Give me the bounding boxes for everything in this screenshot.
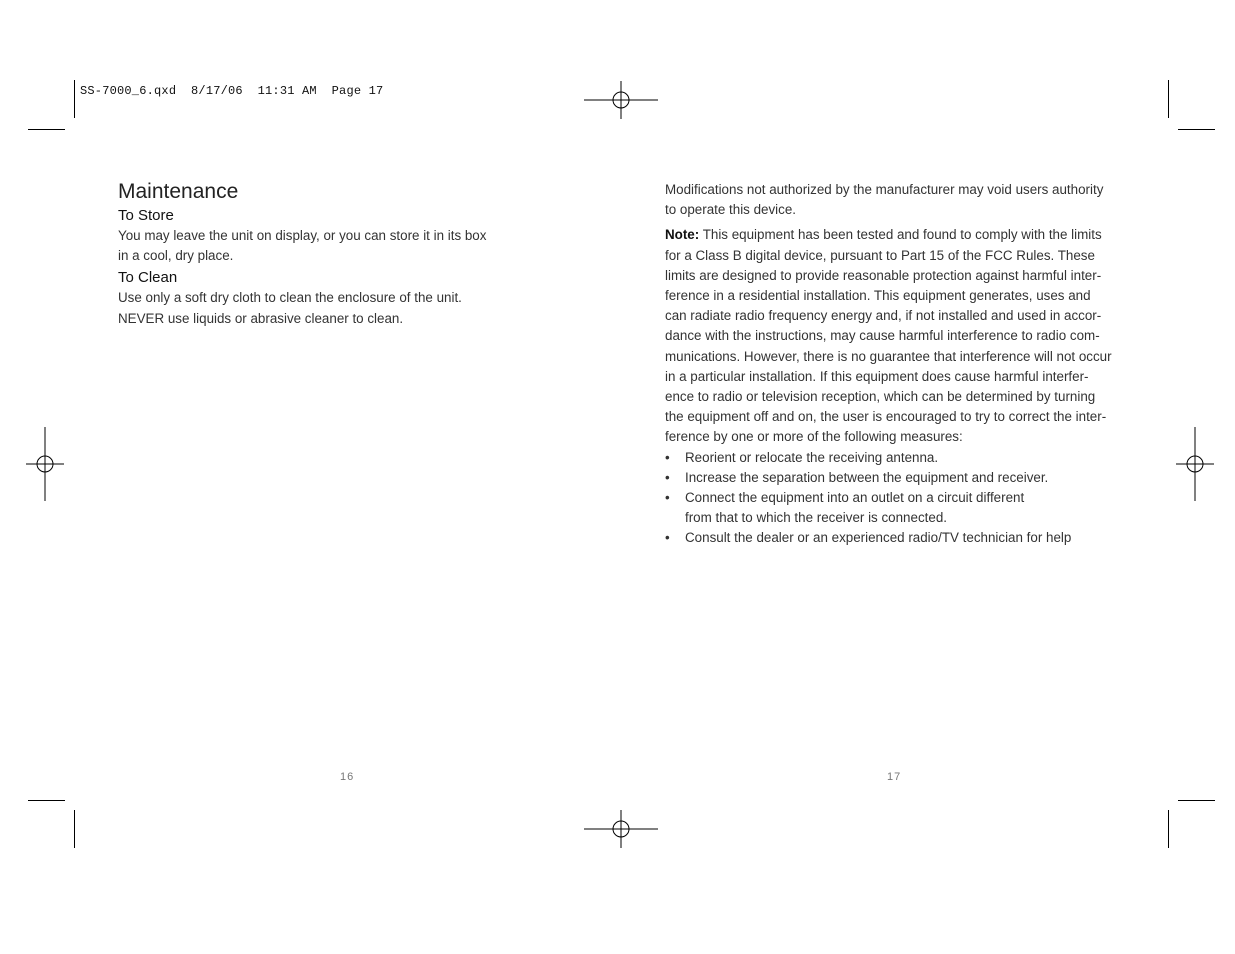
note-line-6: munications. However, there is no guarantee that interference will not occur [665,348,1112,364]
to-store-line-2: in a cool, dry place. [118,248,234,264]
right-page-content [665,180,1135,549]
note-line-1: for a Class B digital device, pursuant to Part 15 of the FCC Rules. These [665,247,1095,263]
to-clean-line-1: Use only a soft dry cloth to clean the enclosure of the unit. [118,290,462,306]
measures-list [665,448,1135,549]
bullet-icon: • [665,469,670,485]
list-item-text: Consult the dealer or an experienced radio/TV technician for help [685,530,1072,546]
note-line-3: ference in a residential installation. This equipment generates, uses and [665,288,1091,304]
note-line-8: ence to radio or television reception, which can be determined by turning [665,389,1096,405]
list-item [665,448,1135,468]
section-heading-to-clean: To Clean [118,269,178,287]
crop-mark-top-left-vertical [74,80,75,118]
note-line-0 [665,225,1135,245]
note-line-5: dance with the instructions, may cause harmful interference to radio com- [665,328,1100,344]
page-title: Maintenance [118,180,239,203]
list-item [665,488,1135,528]
modifications-line-2: to operate this device. [665,202,797,218]
note-line-2: limits are designed to provide reasonable protection against harmful inter- [665,267,1102,283]
modifications-paragraph [665,180,1135,220]
section-heading-to-store: To Store [118,207,174,224]
crop-mark-top-right-vertical [1168,80,1169,118]
fcc-note-paragraph [665,225,1135,447]
list-item [665,528,1135,548]
note-line-9: the equipment off and on, the user is encouraged to try to correct the inter- [665,409,1107,425]
crop-mark-bottom-right-vertical [1168,810,1169,848]
list-item-text: Connect the equipment into an outlet on a circuit different [685,490,1025,506]
note-line-4: can radiate radio frequency energy and, if not installed and used in accor- [665,308,1102,324]
registration-mark-left-icon [26,427,64,501]
registration-mark-right-icon [1176,427,1214,501]
crop-mark-top-left-horizontal [28,129,65,130]
to-store-line-1: You may leave the unit on display, or you can store it in its box [118,228,487,243]
modifications-line-1: Modifications not authorized by the manufacturer may void users authority [665,182,1104,197]
registration-mark-bottom-icon [584,810,658,848]
list-item [665,468,1135,488]
note-label: Note: [665,227,700,243]
file-slug: SS-7000_6.qxd 8/17/06 11:31 AM Page 17 [80,84,384,98]
crop-mark-top-right-horizontal [1178,129,1215,130]
crop-mark-bottom-left-vertical [74,810,75,848]
bullet-icon: • [665,449,670,465]
page-number-left: 16 [340,771,355,783]
list-item-text-continued: from that to which the receiver is connected. [685,510,947,526]
bullet-icon: • [665,490,670,506]
page-number-right: 17 [887,771,902,783]
note-line-10: ference by one or more of the following measures: [665,429,963,445]
crop-mark-bottom-left-horizontal [28,800,65,801]
note-line-7: in a particular installation. If this equipment does cause harmful interfer- [665,368,1089,384]
to-clean-line-2: NEVER use liquids or abrasive cleaner to clean. [118,310,404,326]
bullet-icon: • [665,530,670,546]
left-page-content [118,178,518,329]
registration-mark-top-icon [584,81,658,119]
note-first-line: This equipment has been tested and found to comply with the limits [699,227,1102,243]
list-item-text: Reorient or relocate the receiving antenna. [685,449,939,465]
crop-mark-bottom-right-horizontal [1178,800,1215,801]
list-item-text: Increase the separation between the equipment and receiver. [685,469,1049,485]
